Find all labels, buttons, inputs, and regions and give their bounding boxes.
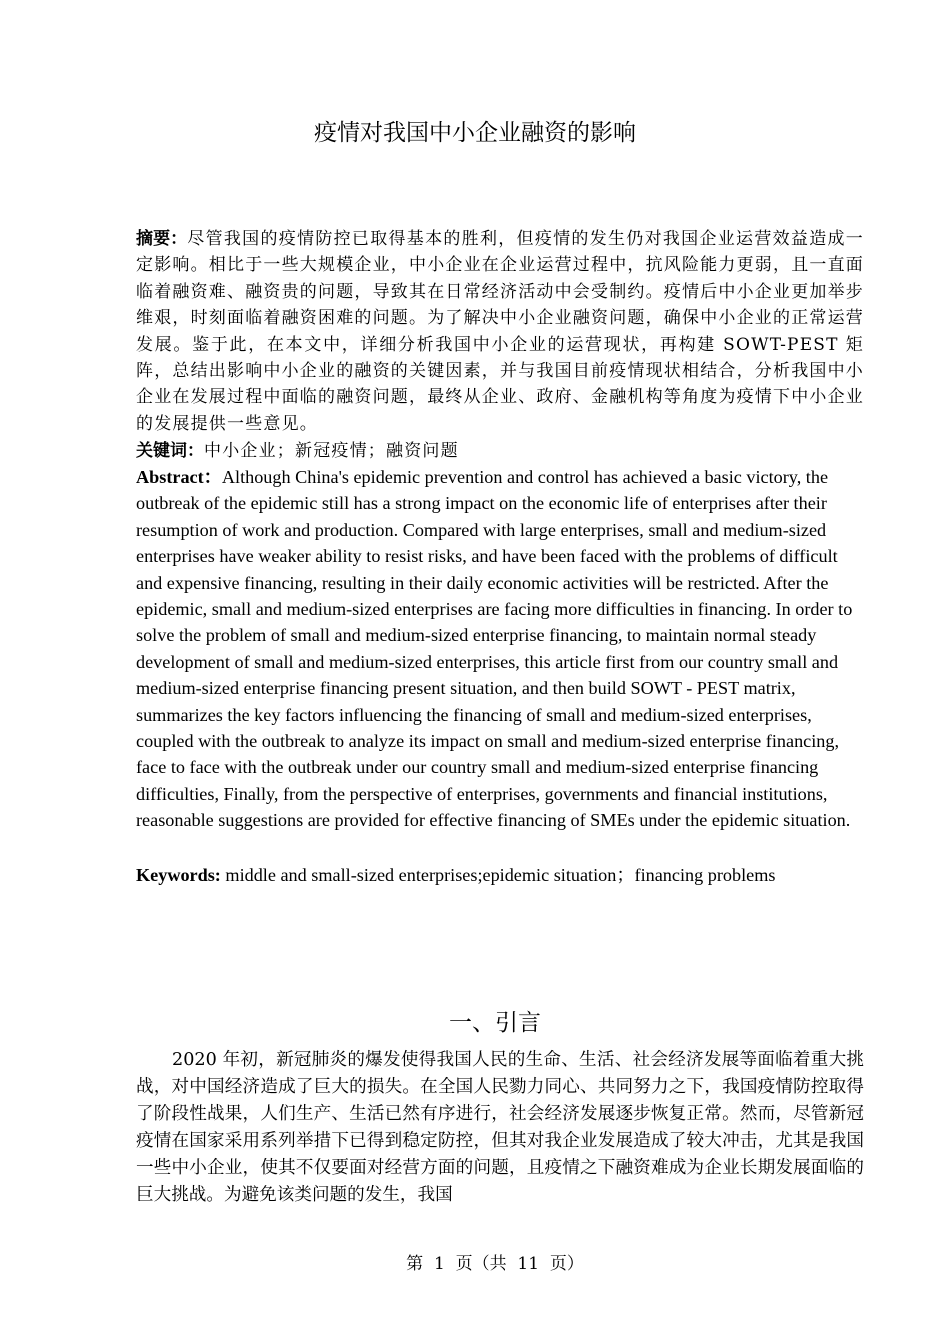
chinese-abstract (136, 226, 864, 437)
english-keywords-text: middle and small-sized enterprises;epidemic situation；financing problems (220, 865, 776, 885)
english-abstract (136, 464, 864, 834)
chinese-keywords (136, 438, 864, 464)
page-number-footer: 第 1 页（共 11 页） (406, 1254, 584, 1274)
english-keywords (136, 862, 864, 888)
chinese-abstract-label: 摘要： (136, 229, 188, 249)
english-abstract-label: Abstract： (136, 467, 222, 487)
section-heading-introduction: 一、引言 (449, 1010, 541, 1036)
chinese-keywords-text: 中小企业；新冠疫情；融资问题 (204, 441, 459, 461)
page-title: 疫情对我国中小企业融资的影响 (314, 120, 636, 146)
chinese-abstract-text: 尽管我国的疫情防控已取得基本的胜利，但疫情的发生仍对我国企业运营效益造成一定影响。相比于一些大规模企业，中小企业在企业运营过程中，抗风险能力更弱，且一直面临着融资难、融资贵的问题，导致其在日常经济活动中会受制约。疫情后中小企业更加举步维艰，时刻面临着融资困难的问题。为了解决中小企业融资问题，确保中小企业的正常运营发展。鉴于此，在本文中，详细分析我国中小企业的运营现状，再构建 SOWT-PEST 矩阵，总结出影响中小企业的融资的关键因素，并与我国目前疫情现状相结合，分析我国中小企业在发展过程中面临的融资问题，最终从企业、政府、金融机构等角度为疫情下中小企业的发展提供一些意见。 (136, 229, 864, 434)
english-abstract-text: Although China's epidemic prevention and control has achieved a basic victory, the outbreak of the epidemic still has a strong impact on the economic life of enterprises after their resumption of work and production. Compared with large enterprises, small and medium-sized enterprises have weaker ability to resist risks, and have been faced with the problems of difficult and expensive financing, resulting in their daily economic activities will be restricted. After the epidemic, small and medium-sized enterprises are facing more difficulties in financing. In order to solve the problem of small and medium-sized enterprise financing, to maintain normal steady development of small and medium-sized enterprises, this article first from our country small and medium-sized enterprise financing present situation, and then build SOWT - PEST matrix, summarizes the key factors influencing the financing of small and medium-sized enterprises, coupled with the outbreak to analyze its impact on small and medium-sized enterprise financing, face to face with the outbreak under our country small and medium-sized enterprise financing difficulties, Finally, from the perspective of enterprises, governments and financial institutions, reasonable suggestions are provided for effective financing of SMEs under the epidemic situation. (136, 467, 853, 831)
introduction-paragraph: 2020 年初，新冠肺炎的爆发使得我国人民的生命、生活、社会经济发展等面临着重大挑战，对中国经济造成了巨大的损失。在全国人民勠力同心、共同努力之下，我国疫情防控取得了阶段性战果，人们生产、生活已然有序进行，社会经济发展逐步恢复正常。然而，尽管新冠疫情在国家采用系列举措下已得到稳定防控，但其对我企业发展造成了较大冲击，尤其是我国一些中小企业，使其不仅要面对经营方面的问题，且疫情之下融资难成为企业长期发展面临的巨大挑战。为避免该类问题的发生，我国 (136, 1050, 864, 1206)
chinese-keywords-label: 关键词： (136, 441, 204, 461)
english-keywords-label: Keywords: (136, 865, 221, 885)
